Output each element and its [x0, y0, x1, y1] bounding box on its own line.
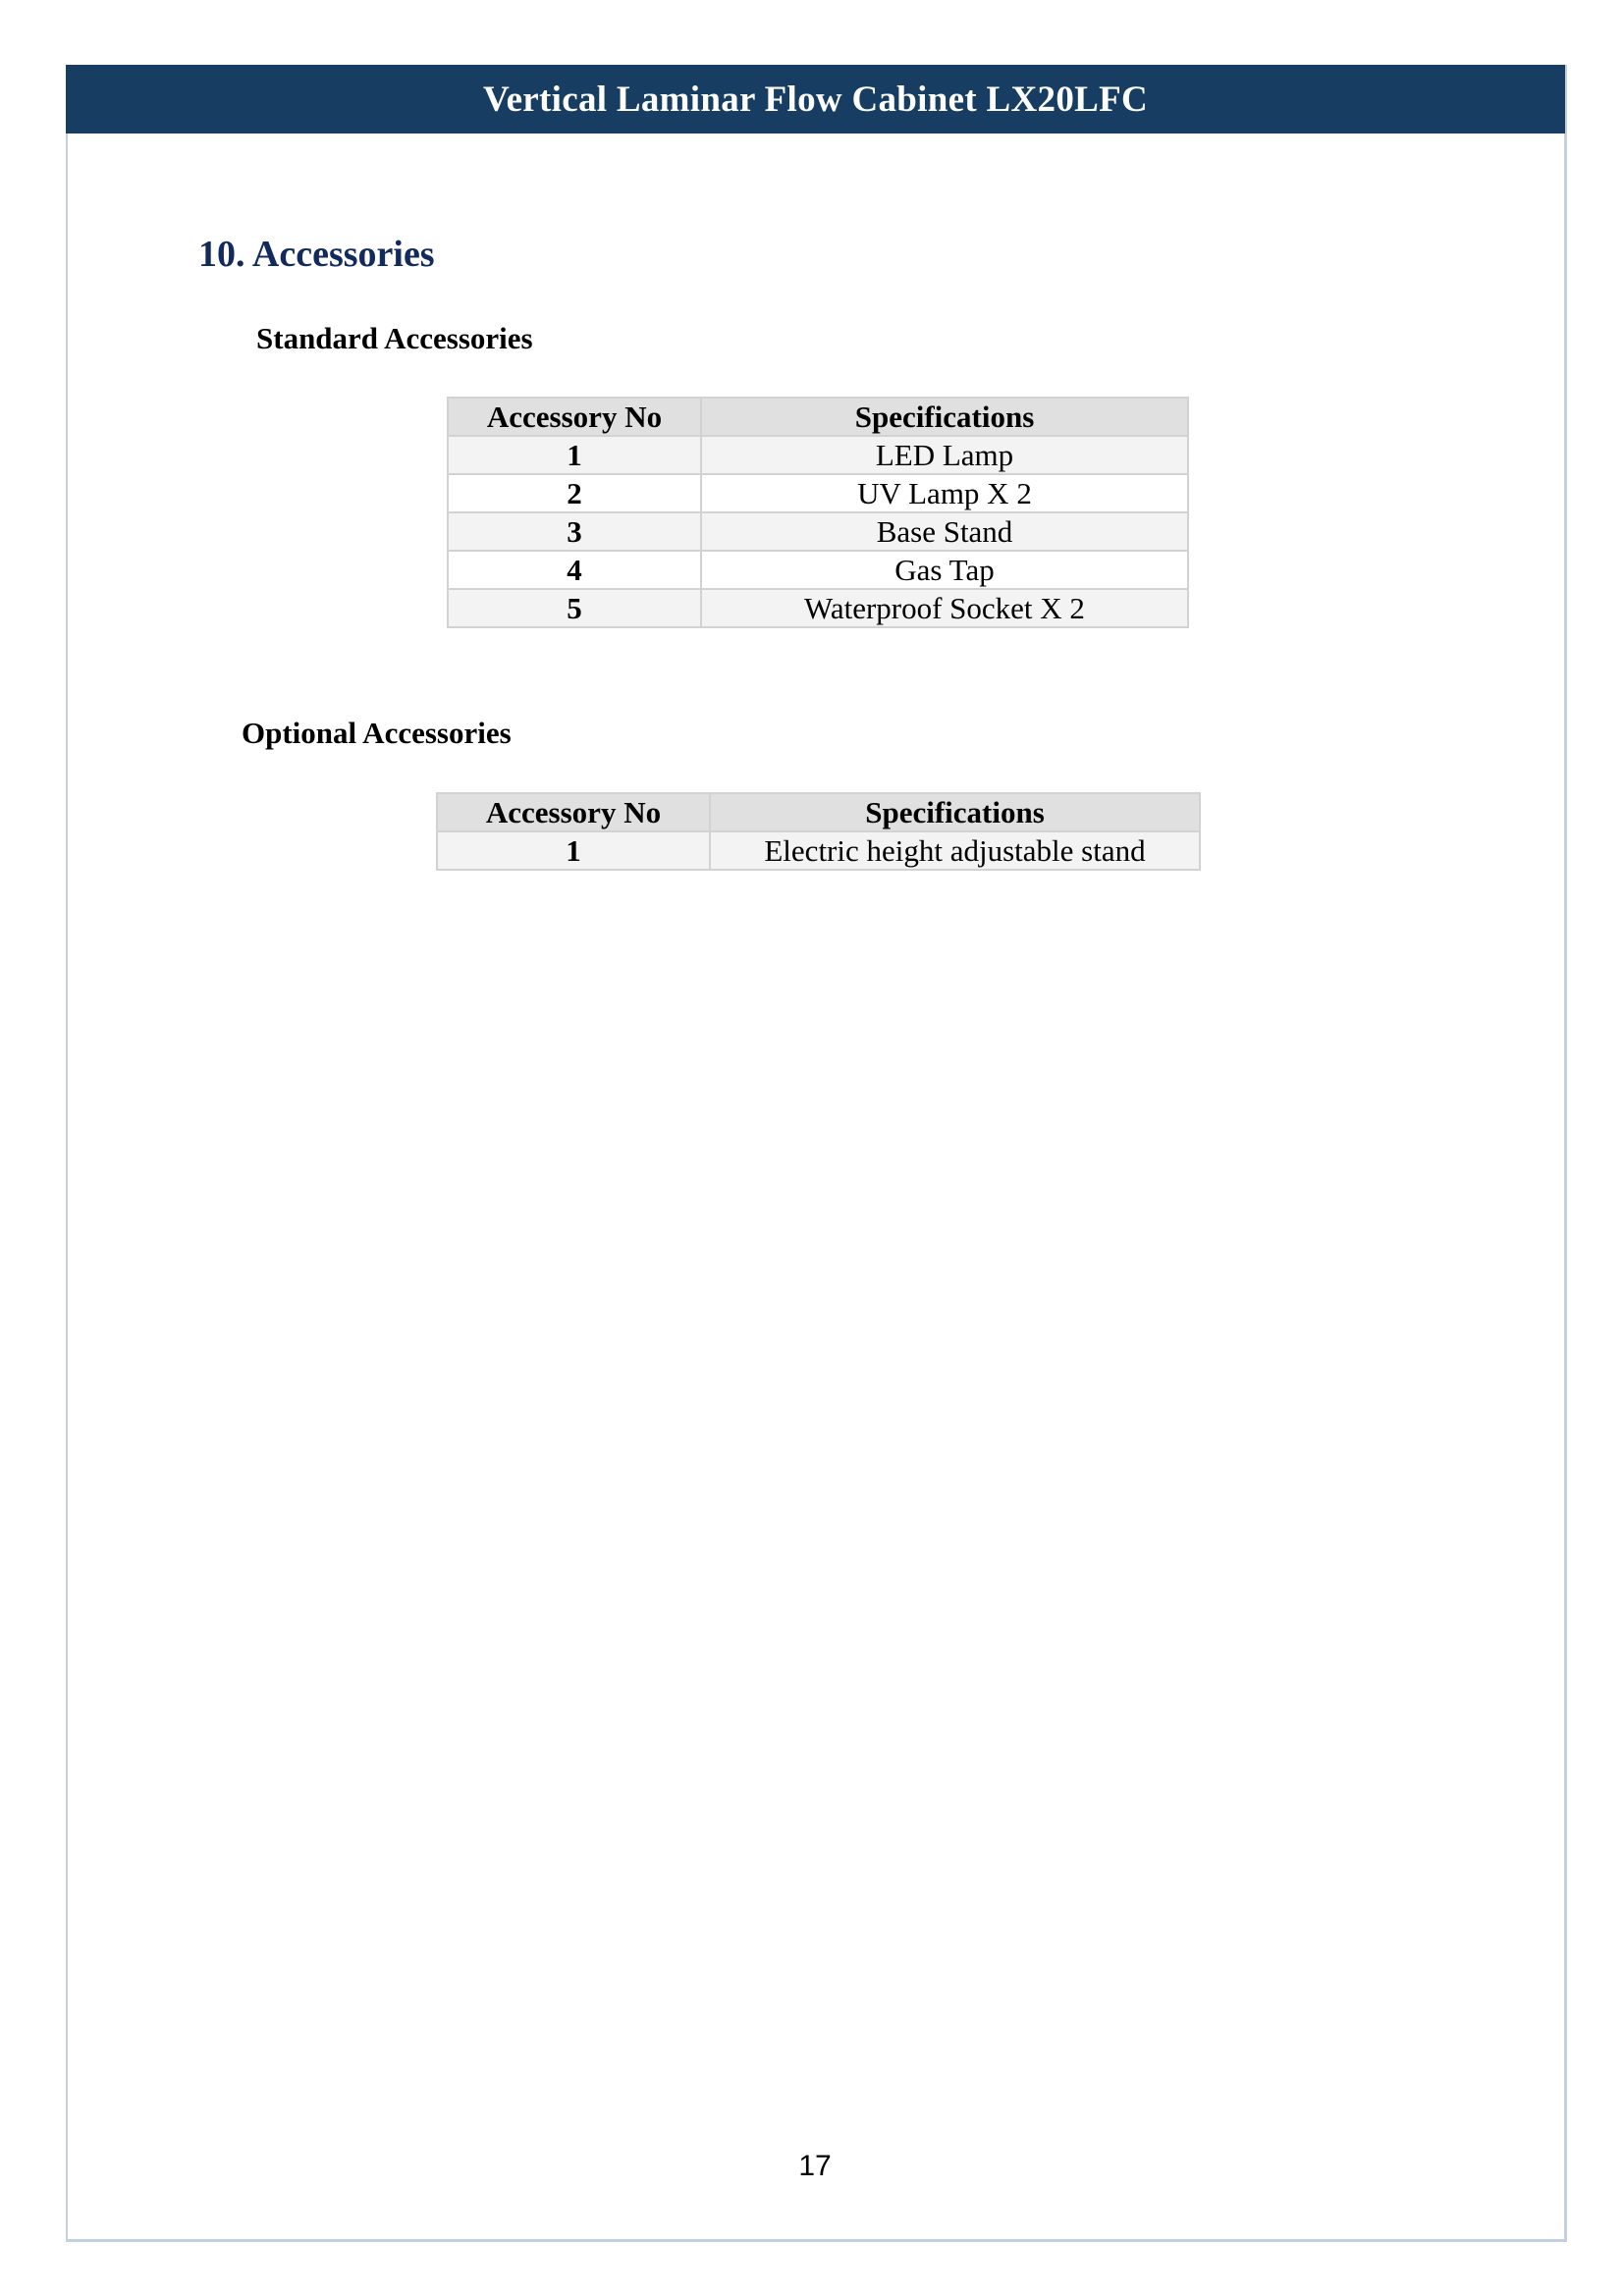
accessory-number: 1 [437, 831, 710, 870]
table-row [448, 436, 1188, 474]
column-header-specifications: Specifications [710, 793, 1200, 831]
accessory-number: 1 [448, 436, 701, 474]
optional-accessories-heading: Optional Accessories [242, 716, 512, 750]
table-row [448, 589, 1188, 627]
optional-accessories-table [436, 792, 1201, 871]
document-header [66, 65, 1565, 133]
table-row [448, 512, 1188, 551]
page-frame [66, 65, 1567, 2242]
document-title: Vertical Laminar Flow Cabinet LX20LFC [482, 79, 1149, 120]
table-header-row [448, 398, 1188, 436]
standard-accessories-table [447, 397, 1189, 628]
table-row [437, 831, 1200, 870]
section-title: 10. Accessories [198, 234, 435, 275]
table-row [448, 474, 1188, 512]
accessory-specification: UV Lamp X 2 [701, 474, 1188, 512]
column-header-specifications: Specifications [701, 398, 1188, 436]
table-row [448, 551, 1188, 589]
standard-accessories-heading: Standard Accessories [256, 321, 533, 355]
accessory-number: 4 [448, 551, 701, 589]
column-header-accessory-no: Accessory No [437, 793, 710, 831]
table-header-row [437, 793, 1200, 831]
accessory-specification: Waterproof Socket X 2 [701, 589, 1188, 627]
accessory-specification: LED Lamp [701, 436, 1188, 474]
accessory-number: 3 [448, 512, 701, 551]
accessory-specification: Gas Tap [701, 551, 1188, 589]
accessory-number: 5 [448, 589, 701, 627]
column-header-accessory-no: Accessory No [448, 398, 701, 436]
accessory-specification: Electric height adjustable stand [710, 831, 1200, 870]
accessory-number: 2 [448, 474, 701, 512]
page-number: 17 [798, 2150, 832, 2182]
accessory-specification: Base Stand [701, 512, 1188, 551]
